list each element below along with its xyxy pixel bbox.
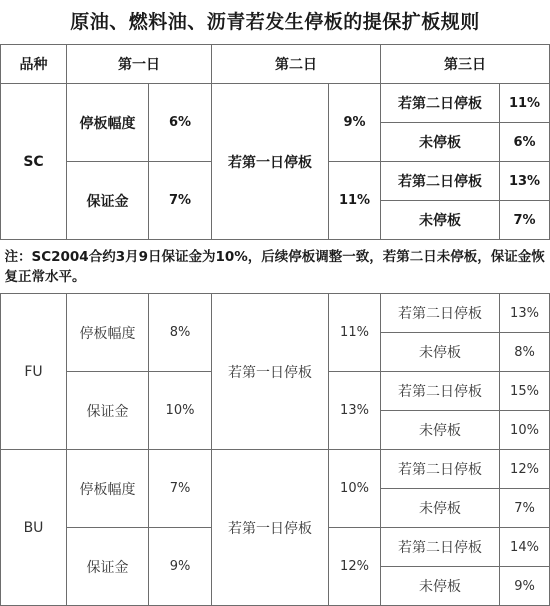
- fu-day3-label: 若第二日停板: [381, 294, 500, 333]
- bu-margin-day2: 12%: [329, 528, 381, 606]
- fu-margin-day1: 10%: [149, 372, 212, 450]
- fu-day3-label: 未停板: [381, 333, 500, 372]
- sc-day3-value: 6%: [500, 123, 550, 162]
- fu-margin-label: 保证金: [67, 372, 149, 450]
- fu-block: [1, 294, 550, 450]
- sc-day3-value: 13%: [500, 162, 550, 201]
- bu-day2-condition: 若第一日停板: [212, 450, 329, 606]
- bu-limit-day1: 7%: [149, 450, 212, 528]
- fu-day3-label: 未停板: [381, 411, 500, 450]
- fu-day3-value: 10%: [500, 411, 550, 450]
- sc-day3-value: 11%: [500, 84, 550, 123]
- sc-day3-label: 若第二日停板: [381, 162, 500, 201]
- fu-limit-label: 停板幅度: [67, 294, 149, 372]
- bu-limit-day2: 10%: [329, 450, 381, 528]
- bu-day3-label: 若第二日停板: [381, 528, 500, 567]
- fu-limit-day2: 11%: [329, 294, 381, 372]
- sc-limit-day2: 9%: [329, 84, 381, 162]
- note-text: 注：SC2004合约3月9日保证金为10%，后续停板调整一致，若第二日未停板，保证金恢复正常水平。: [1, 240, 550, 294]
- variety-bu: BU: [1, 450, 67, 606]
- sc-limit-label: 停板幅度: [67, 84, 149, 162]
- sc-day3-label: 未停板: [381, 201, 500, 240]
- bu-day3-label: 若第二日停板: [381, 450, 500, 489]
- header-day2: 第二日: [212, 45, 381, 84]
- sc-day3-label: 若第二日停板: [381, 84, 500, 123]
- page-title: 原油、燃料油、沥青若发生停板的提保扩板规则: [70, 11, 480, 33]
- rules-table: [0, 44, 550, 606]
- bu-margin-label: 保证金: [67, 528, 149, 606]
- sc-day2-condition: 若第一日停板: [212, 84, 329, 240]
- header-variety: 品种: [1, 45, 67, 84]
- fu-day2-condition: 若第一日停板: [212, 294, 329, 450]
- sc-margin-day1: 7%: [149, 162, 212, 240]
- bu-day3-label: 未停板: [381, 567, 500, 606]
- fu-day3-value: 8%: [500, 333, 550, 372]
- fu-limit-day1: 8%: [149, 294, 212, 372]
- bu-day3-value: 9%: [500, 567, 550, 606]
- bu-block: [1, 450, 550, 606]
- variety-sc: SC: [1, 84, 67, 240]
- table-header: [1, 45, 550, 84]
- fu-day3-value: 13%: [500, 294, 550, 333]
- sc-margin-day2: 11%: [329, 162, 381, 240]
- fu-margin-day2: 13%: [329, 372, 381, 450]
- header-day3: 第三日: [381, 45, 550, 84]
- header-day1: 第一日: [67, 45, 212, 84]
- bu-day3-label: 未停板: [381, 489, 500, 528]
- sc-block: [1, 84, 550, 240]
- bu-limit-label: 停板幅度: [67, 450, 149, 528]
- bu-day3-value: 12%: [500, 450, 550, 489]
- bu-day3-value: 14%: [500, 528, 550, 567]
- bu-day3-value: 7%: [500, 489, 550, 528]
- sc-day3-label: 未停板: [381, 123, 500, 162]
- sc-day3-value: 7%: [500, 201, 550, 240]
- sc-limit-day1: 6%: [149, 84, 212, 162]
- fu-day3-value: 15%: [500, 372, 550, 411]
- variety-fu: FU: [1, 294, 67, 450]
- sc-margin-label: 保证金: [67, 162, 149, 240]
- note-block: [1, 240, 550, 294]
- fu-day3-label: 若第二日停板: [381, 372, 500, 411]
- bu-margin-day1: 9%: [149, 528, 212, 606]
